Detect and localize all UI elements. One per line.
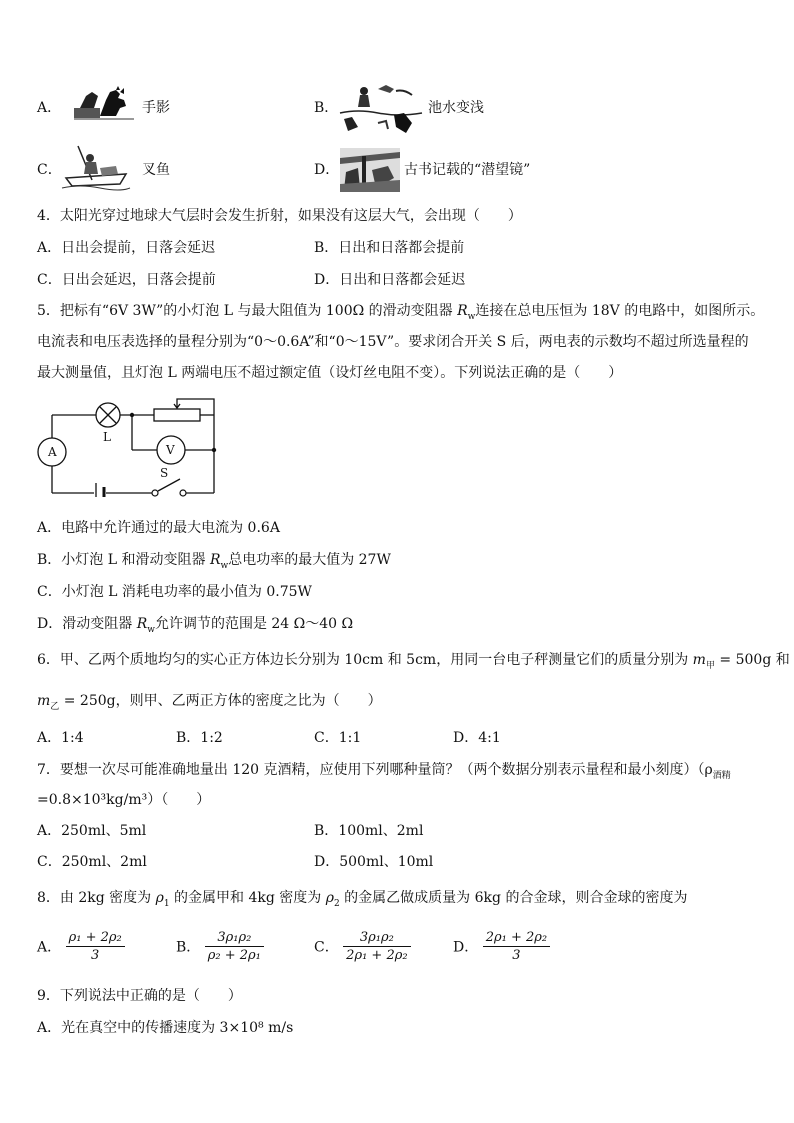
q8-b-denominator: ρ₂ + 2ρ₁ xyxy=(207,948,261,963)
q8-option-d xyxy=(453,929,550,964)
q8-d-denominator: 3 xyxy=(512,948,521,963)
q8-a-numerator: ρ₁ + 2ρ₂ xyxy=(66,929,125,947)
q5-option-a: A．电路中允许通过的最大电流为 0.6A xyxy=(37,520,280,536)
q3-a-text: 手影 xyxy=(142,100,170,116)
q4-option-b: B．日出和日落都会提前 xyxy=(314,240,465,256)
pool-water-image xyxy=(338,83,424,135)
q5-b-r-symbol: R xyxy=(209,552,221,568)
q3-c-text: 叉鱼 xyxy=(142,162,170,178)
q8-rho1-symbol: ρ xyxy=(155,890,164,906)
q7-stem-line2: =0.8×10³kg/m³）（ ） xyxy=(37,792,211,808)
q7-option-c: C．250ml、2ml xyxy=(37,854,147,870)
spear-fishing-image xyxy=(60,144,132,192)
q8-c-fraction xyxy=(343,929,410,964)
q7-option-b: B．100ml、2ml xyxy=(314,823,424,839)
q8-stem-part: 8．由 xyxy=(37,890,79,906)
q6-stem-line2 xyxy=(37,692,382,716)
q4-stem: 4．太阳光穿过地球大气层时会发生折射，如果没有这层大气，会出现（ ） xyxy=(37,208,522,224)
ancient-periscope-image xyxy=(340,148,400,192)
q5-r-symbol: R xyxy=(457,303,468,319)
q9-option-a: A．光在真空中的传播速度为 3×10⁸ m/s xyxy=(37,1020,294,1036)
q6-m1-symbol: m xyxy=(692,652,706,668)
q6-m2-sub: 乙 xyxy=(50,701,60,712)
q5-line1-pre: 5．把标有“6V 3W”的小灯泡 L 与最大阻值为 100Ω 的滑动变阻器 xyxy=(37,303,458,319)
q8-a-label: A． xyxy=(37,939,62,956)
q7-rho-sub: 酒精 xyxy=(712,770,731,781)
q8-d-fraction xyxy=(483,929,550,964)
q3-c-label: C． xyxy=(37,162,62,178)
q8-option-b xyxy=(176,929,264,964)
q4-option-d: D．日出和日落都会延迟 xyxy=(314,272,466,288)
q3-b-label: B． xyxy=(314,100,339,116)
q8-rho1-sub: 1 xyxy=(163,898,170,909)
q8-mass-3: 6kg xyxy=(474,890,501,906)
q5-d-r-symbol: R xyxy=(136,616,148,632)
q8-rho2-sub: 2 xyxy=(334,898,340,909)
q6-m1-value: = 500g 和 xyxy=(714,652,790,668)
q3-d-text: 古书记载的“潜望镜” xyxy=(404,162,531,178)
q6-line2-post: ，则甲、乙两正方体的密度之比为（ ） xyxy=(115,693,382,709)
q8-a-fraction xyxy=(66,929,125,964)
q5-d-r-sub: w xyxy=(147,624,155,635)
q8-b-label: B． xyxy=(176,939,201,956)
junction-dot xyxy=(130,413,134,417)
junction-dot xyxy=(212,448,216,452)
q5-b-r-sub: w xyxy=(220,560,229,571)
q5-r-sub: w xyxy=(467,311,476,322)
q5-option-b xyxy=(37,551,391,575)
q8-b-numerator: 3ρ₁ρ₂ xyxy=(205,929,264,947)
q6-option-d: D．4:1 xyxy=(453,730,501,746)
q8-a-denominator: 3 xyxy=(91,948,100,963)
q7-line1-text: 7．要想一次尽可能准确地量出 120 克酒精，应使用下列哪种量筒？（两个数据分别表示量程和最小刻度）（ρ xyxy=(37,762,713,778)
q7-option-a: A．250ml、5ml xyxy=(37,823,147,839)
q7-option-d: D．500ml、10ml xyxy=(314,854,434,870)
q8-stem-part: 的金属乙做成质量为 xyxy=(339,890,475,906)
q8-stem-part: 的金属甲和 xyxy=(169,890,249,906)
lamp-label: L xyxy=(103,430,111,444)
q6-m2-symbol: m xyxy=(37,693,51,709)
q8-c-denominator: 2ρ₁ + 2ρ₂ xyxy=(346,948,408,963)
ammeter-label: A xyxy=(48,445,57,459)
q8-rho2-symbol: ρ xyxy=(325,890,334,906)
q5-d-pre: D．滑动变阻器 xyxy=(37,616,137,632)
q8-c-label: C． xyxy=(314,939,339,956)
q5-b-pre: B．小灯泡 L 和滑动变阻器 xyxy=(37,552,210,568)
q6-option-b: B．1:2 xyxy=(176,730,223,746)
q5-line1-post: 连接在总电压恒为 18V 的电路中，如图所示。 xyxy=(475,303,765,319)
switch-contact xyxy=(152,490,158,496)
q6-m1-sub: 甲 xyxy=(705,660,715,671)
q3-b-text: 池水变浅 xyxy=(428,100,484,116)
q8-stem-part: 密度为 xyxy=(104,890,156,906)
q7-stem-line1 xyxy=(37,761,731,785)
q8-mass-2: 4kg xyxy=(248,890,275,906)
q6-option-a: A．1:4 xyxy=(37,730,84,746)
q8-c-numerator: 3ρ₁ρ₂ xyxy=(343,929,410,947)
q5-stem-line1 xyxy=(37,302,764,326)
q6-option-c: C．1:1 xyxy=(314,730,362,746)
q5-stem-line2: 电流表和电压表选择的量程分别为“0～0.6A”和“0～15V”。要求闭合开关 S 后，两电表的示数均不超过所选量程的 xyxy=(37,334,749,350)
q4-option-c: C．日出会延迟，日落会提前 xyxy=(37,272,216,288)
q8-b-fraction xyxy=(205,929,264,964)
q5-b-post: 总电功率的最大值为 27W xyxy=(228,552,391,568)
q8-stem-part: 的合金球，则合金球的密度为 xyxy=(501,890,688,906)
q8-option-a xyxy=(37,929,125,964)
q5-stem-line3: 最大测量值，且灯泡 L 两端电压不超过额定值（设灯丝电阻不变）。下列说法正确的是（ ） xyxy=(37,365,623,381)
q8-option-c xyxy=(314,929,411,964)
switch-contact xyxy=(180,490,186,496)
q9-stem: 9．下列说法中正确的是（ ） xyxy=(37,988,242,1004)
q6-m2-value: = 250g xyxy=(59,693,116,709)
q8-stem-part: 密度为 xyxy=(274,890,326,906)
q5-option-c: C．小灯泡 L 消耗电功率的最小值为 0.75W xyxy=(37,584,312,600)
voltmeter-label: V xyxy=(166,443,175,457)
q5-option-d xyxy=(37,615,353,639)
q3-a-label: A． xyxy=(37,100,62,116)
circuit-diagram xyxy=(34,393,224,497)
switch-label: S xyxy=(160,466,169,480)
q8-d-numerator: 2ρ₁ + 2ρ₂ xyxy=(483,929,550,947)
q6-line1-text: 6．甲、乙两个质地均匀的实心正方体边长分别为 10cm 和 5cm，用同一台电子秤测量它们的质量分别为 xyxy=(37,652,693,668)
hand-shadow-image xyxy=(72,86,136,122)
q4-option-a: A．日出会提前，日落会延迟 xyxy=(37,240,216,256)
q3-d-label: D． xyxy=(314,162,340,178)
q8-d-label: D． xyxy=(453,939,479,956)
q8-stem xyxy=(37,889,687,913)
q8-mass-1: 2kg xyxy=(78,890,105,906)
lamp-symbol xyxy=(96,403,120,427)
q6-stem-line1 xyxy=(37,651,790,675)
q5-d-post: 允许调节的范围是 24 Ω～40 Ω xyxy=(154,616,354,632)
